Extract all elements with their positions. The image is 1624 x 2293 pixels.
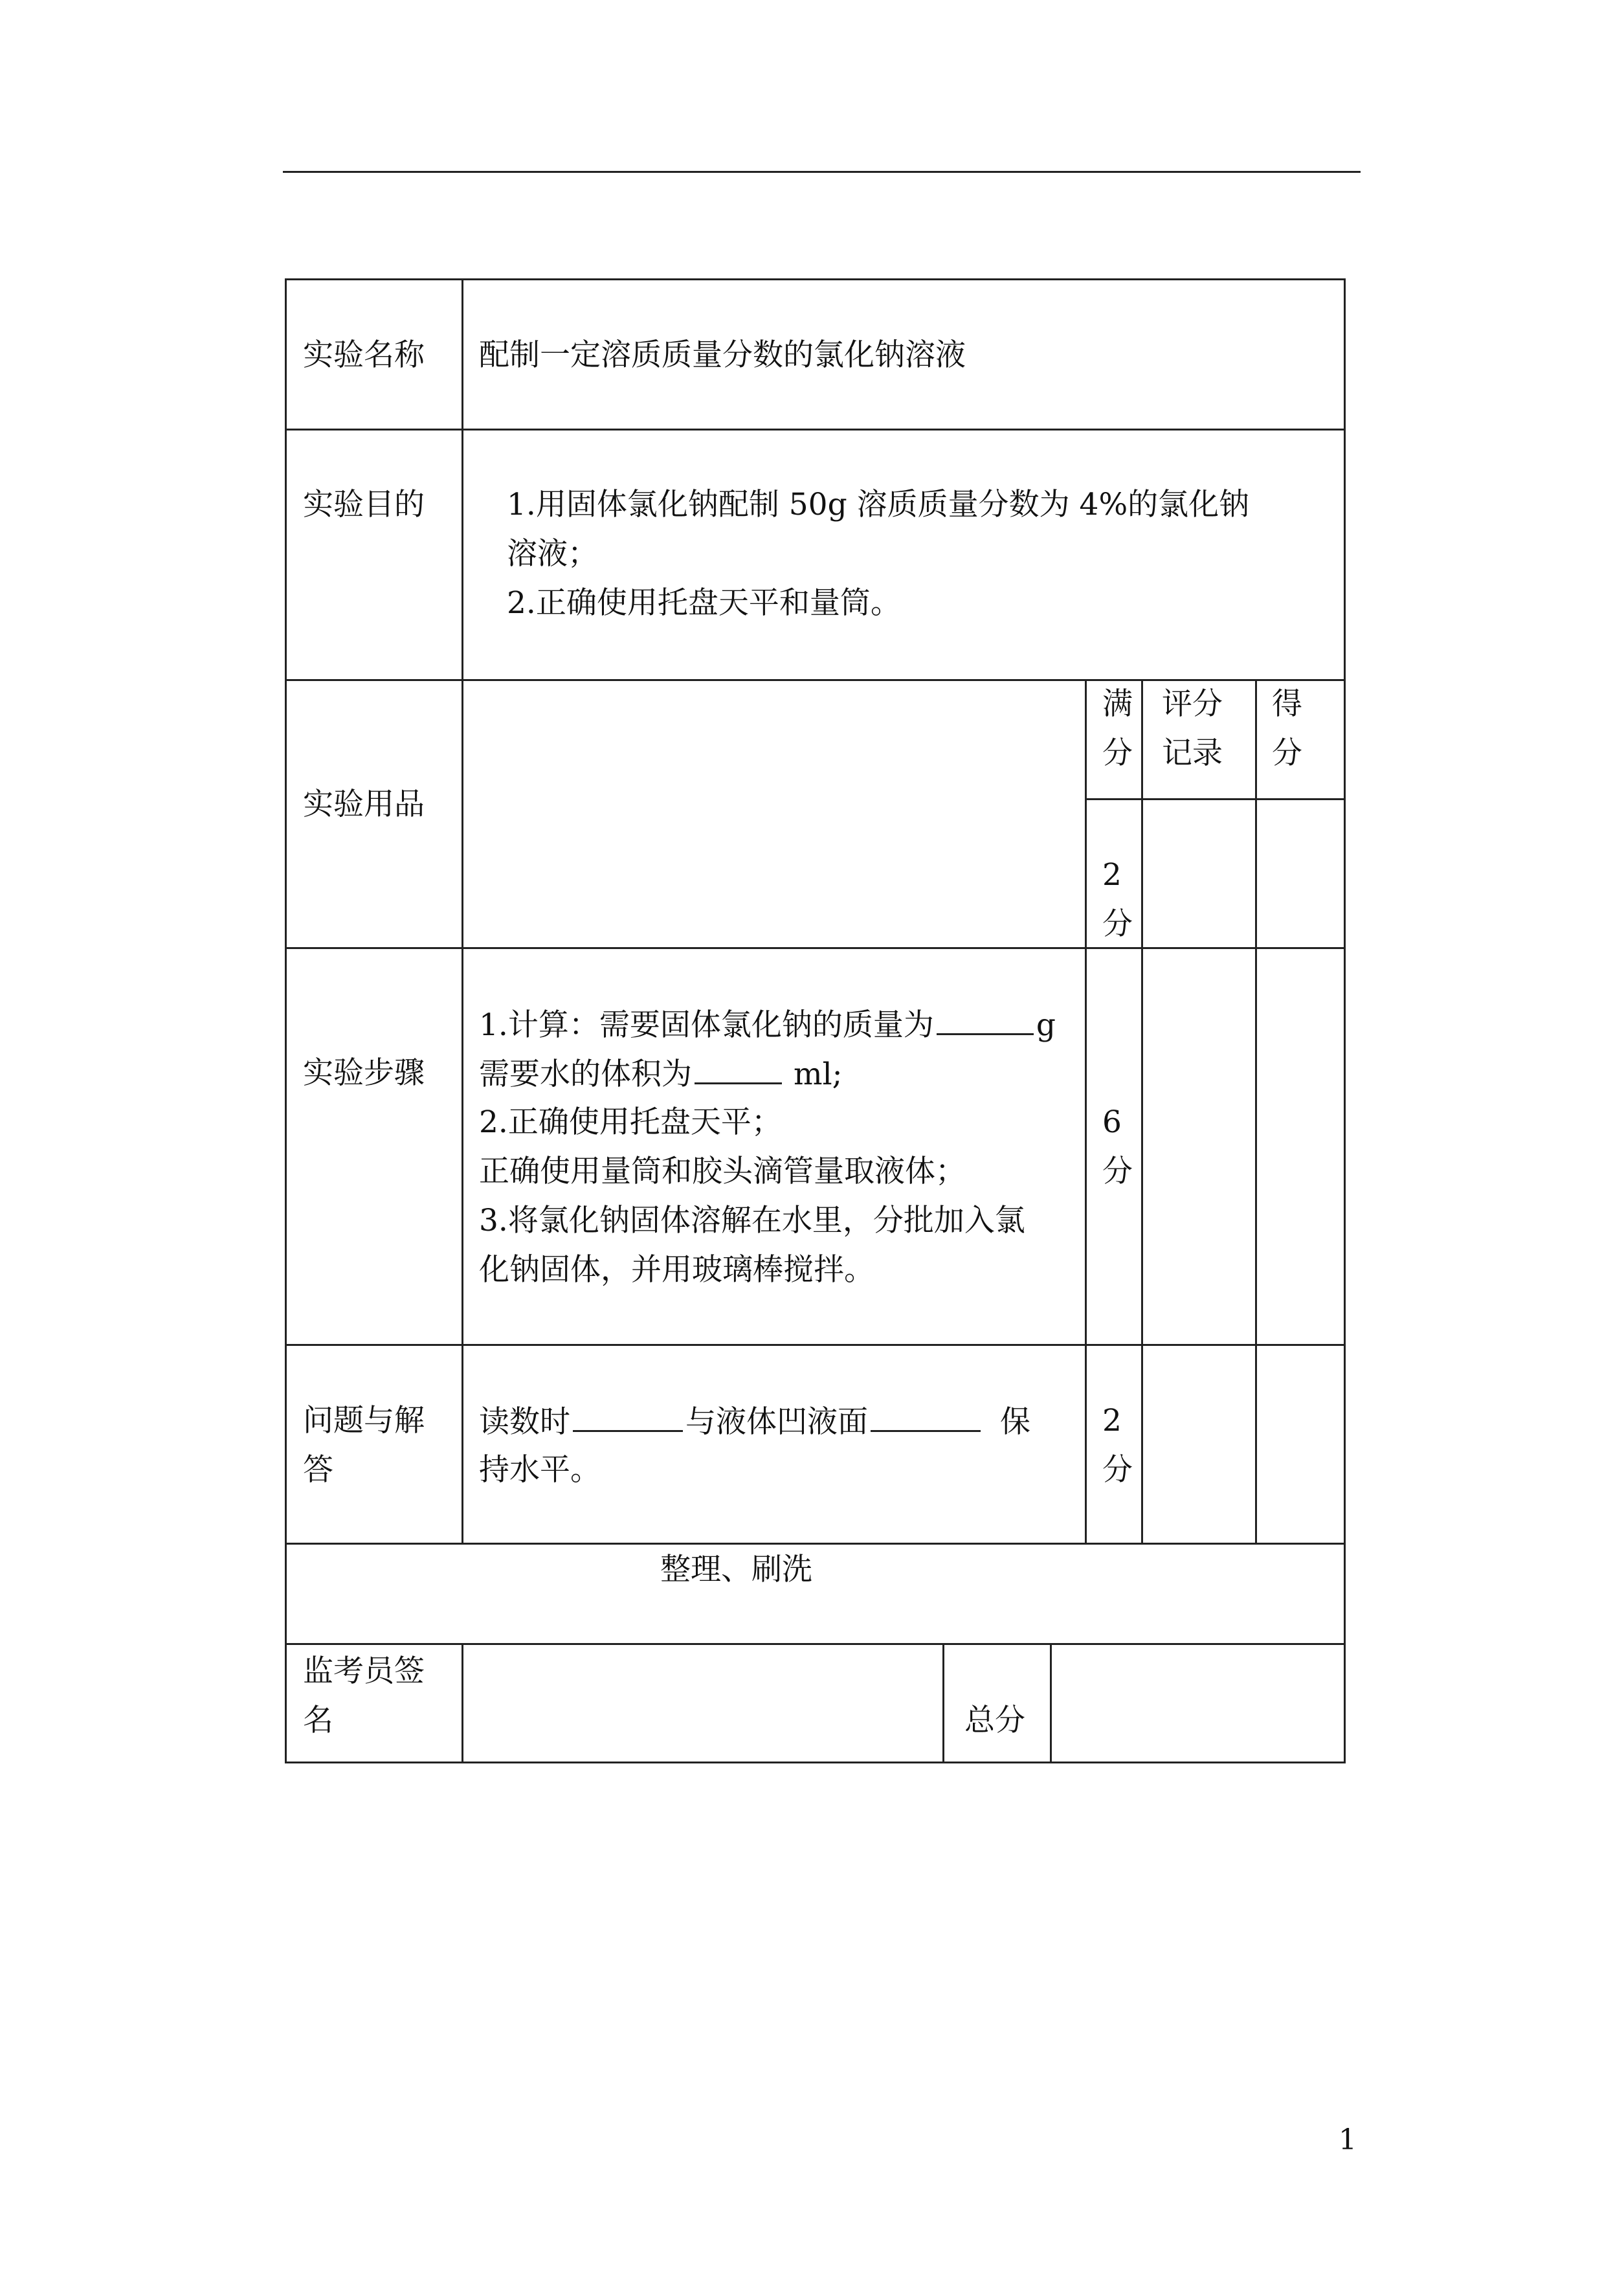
steps-line-6: 化钠固体，并用玻璃棒搅拌。 xyxy=(479,1252,874,1288)
score-record-header-line-2: 记录 xyxy=(1162,735,1223,771)
purpose-line-3: 2.正确使用托盘天平和量筒。 xyxy=(507,585,901,621)
question-line-1-a: 读数时 xyxy=(479,1404,570,1440)
col-divider-total-left xyxy=(942,1643,944,1763)
cleanup-text: 整理、刷洗 xyxy=(660,1552,812,1587)
row-divider-name xyxy=(285,429,1346,431)
score-header-divider xyxy=(1087,798,1346,800)
row-divider-cleanup xyxy=(285,1643,1346,1645)
steps-full-score-line-2: 分 xyxy=(1102,1154,1133,1189)
question-label-line-2: 答 xyxy=(303,1452,333,1488)
purpose-line-1: 1.用固体氯化钠配制 50g 溶质质量分数为 4%的氯化钠 xyxy=(507,487,1250,522)
total-score-label: 总分 xyxy=(964,1703,1025,1738)
question-line-1-b: 与液体凹液面 xyxy=(685,1404,868,1440)
table-border-top xyxy=(285,278,1346,280)
question-label-line-1: 问题与解 xyxy=(303,1403,425,1438)
steps-label: 实验步骤 xyxy=(303,1055,425,1091)
col-divider-record xyxy=(1141,679,1143,1545)
steps-full-score-line-1: 6 xyxy=(1102,1104,1122,1140)
full-score-header-line-2: 分 xyxy=(1102,735,1133,771)
supplies-full-score-line-1: 2 xyxy=(1102,857,1122,893)
score-record-header-line-1: 评分 xyxy=(1162,686,1223,722)
examiner-signature-label-line-1: 监考员签 xyxy=(303,1653,425,1689)
table-border-left xyxy=(285,278,287,1763)
table-border-right xyxy=(1344,278,1346,1763)
nacl-mass-blank xyxy=(937,1000,1034,1035)
name-label: 实验名称 xyxy=(303,337,425,373)
question-full-score-line-1: 2 xyxy=(1102,1403,1122,1438)
col-divider-label-footer xyxy=(462,1643,463,1763)
question-line-2: 持水平。 xyxy=(479,1452,601,1488)
col-divider-label xyxy=(462,278,463,1545)
question-line-1 xyxy=(479,1396,1030,1447)
full-score-header-line-1: 满 xyxy=(1102,686,1133,722)
supplies-full-score-line-2: 分 xyxy=(1102,906,1133,942)
reading-blank-1 xyxy=(573,1396,683,1432)
steps-line-4: 正确使用量筒和胶头滴管量取液体； xyxy=(479,1154,966,1189)
score-got-header-line-2: 分 xyxy=(1272,735,1302,771)
steps-line-1-unit: g xyxy=(1036,1007,1056,1043)
header-rule xyxy=(283,171,1361,173)
water-volume-blank xyxy=(695,1049,782,1084)
examiner-signature-label-line-2: 名 xyxy=(303,1703,333,1738)
purpose-line-2: 溶液； xyxy=(507,536,598,572)
col-divider-total-right xyxy=(1050,1643,1052,1763)
steps-line-3: 2.正确使用托盘天平； xyxy=(479,1104,782,1140)
steps-line-2-text: 需要水的体积为 xyxy=(479,1057,692,1092)
col-divider-got xyxy=(1255,679,1257,1545)
steps-line-2-unit: ml; xyxy=(794,1057,843,1092)
score-got-header-line-1: 得 xyxy=(1272,686,1302,722)
question-full-score-line-2: 分 xyxy=(1102,1452,1133,1488)
row-divider-question xyxy=(285,1543,1346,1545)
purpose-label: 实验目的 xyxy=(303,487,425,522)
steps-line-1 xyxy=(479,1000,1084,1050)
name-value: 配制一定溶质质量分数的氯化钠溶液 xyxy=(479,337,966,373)
row-divider-supplies xyxy=(285,947,1346,949)
table-border-bottom xyxy=(285,1762,1346,1763)
question-line-1-c: 保 xyxy=(1000,1404,1030,1440)
row-divider-steps xyxy=(285,1344,1346,1346)
steps-line-5: 3.将氯化钠固体溶解在水里，分批加入氯 xyxy=(479,1203,1025,1238)
reading-blank-2 xyxy=(871,1396,981,1432)
col-divider-full xyxy=(1085,679,1087,1545)
supplies-label: 实验用品 xyxy=(303,787,425,822)
steps-line-1-text: 1.计算：需要固体氯化钠的质量为 xyxy=(479,1007,934,1043)
steps-line-2 xyxy=(479,1049,842,1099)
page-number: 1 xyxy=(1339,2123,1357,2156)
